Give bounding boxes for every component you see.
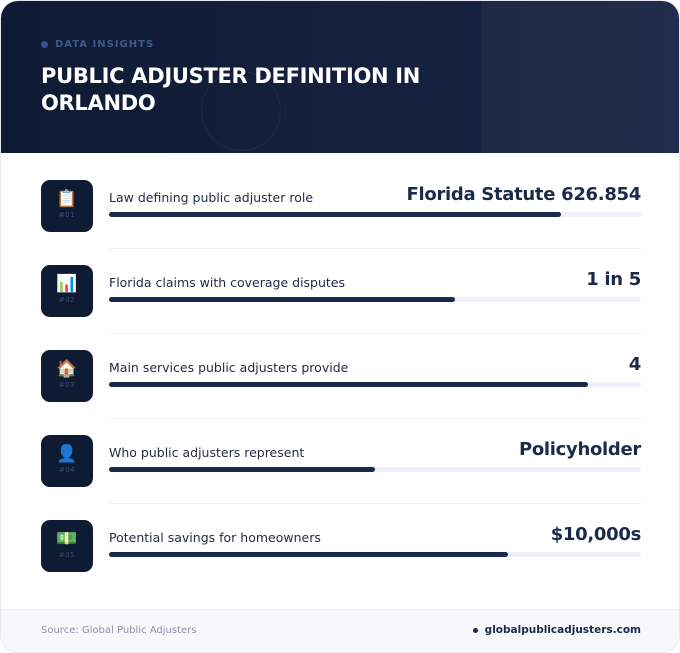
stat-number: #01 [58, 211, 76, 219]
stat-label: Florida claims with coverage disputes [109, 275, 346, 290]
stat-label: Who public adjusters represent [109, 445, 305, 460]
stat-value: $10,000s [550, 524, 641, 545]
stat-progress-track [109, 382, 641, 387]
money-icon: 💵 [56, 529, 78, 549]
eyebrow [41, 39, 154, 50]
bullet-icon [473, 628, 478, 633]
stat-value: Policyholder [518, 439, 641, 460]
site-link-label[interactable]: globalpublicadjusters.com [484, 624, 641, 636]
eyebrow-dot-icon [41, 41, 48, 48]
stat-row [41, 504, 641, 589]
stat-number: #05 [58, 551, 76, 559]
site-link[interactable] [473, 624, 641, 636]
stat-row [41, 249, 641, 334]
stat-number: #03 [58, 381, 76, 389]
source-note: Source: Global Public Adjusters [41, 625, 197, 636]
stat-progress-track [109, 552, 641, 557]
person-icon: 👤 [56, 444, 78, 464]
stat-row [41, 164, 641, 249]
house-icon: 🏠 [56, 359, 78, 379]
card-header [1, 1, 680, 153]
stats-list [41, 164, 641, 589]
eyebrow-label: DATA INSIGHTS [55, 39, 155, 50]
stat-progress-fill [109, 382, 588, 387]
stat-label: Main services public adjusters provide [109, 360, 349, 375]
clipboard-icon: 📋 [56, 189, 78, 209]
stat-progress-fill [109, 297, 455, 302]
stat-label: Potential savings for homeowners [109, 530, 321, 545]
stat-progress-track [109, 212, 641, 217]
stat-progress-track [109, 467, 641, 472]
page-title: PUBLIC ADJUSTER DEFINITION IN ORLANDO [41, 64, 421, 115]
stat-icon-box [41, 180, 93, 232]
stat-number: #04 [58, 466, 76, 474]
stat-value: Florida Statute 626.854 [406, 184, 641, 205]
bar-chart-icon: 📊 [56, 274, 78, 294]
stat-value: 4 [628, 354, 641, 375]
stat-icon-box [41, 520, 93, 572]
stat-value: 1 in 5 [586, 269, 641, 290]
stat-progress-fill [109, 552, 508, 557]
stat-progress-fill [109, 467, 375, 472]
stat-row [41, 419, 641, 504]
header-decor-panel [481, 1, 680, 153]
stat-icon-box [41, 350, 93, 402]
stat-row [41, 334, 641, 419]
stat-number: #02 [58, 296, 76, 304]
stat-progress-track [109, 297, 641, 302]
card-footer [1, 609, 680, 653]
stat-icon-box [41, 265, 93, 317]
stat-icon-box [41, 435, 93, 487]
stat-label: Law defining public adjuster role [109, 190, 314, 205]
stat-progress-fill [109, 212, 561, 217]
